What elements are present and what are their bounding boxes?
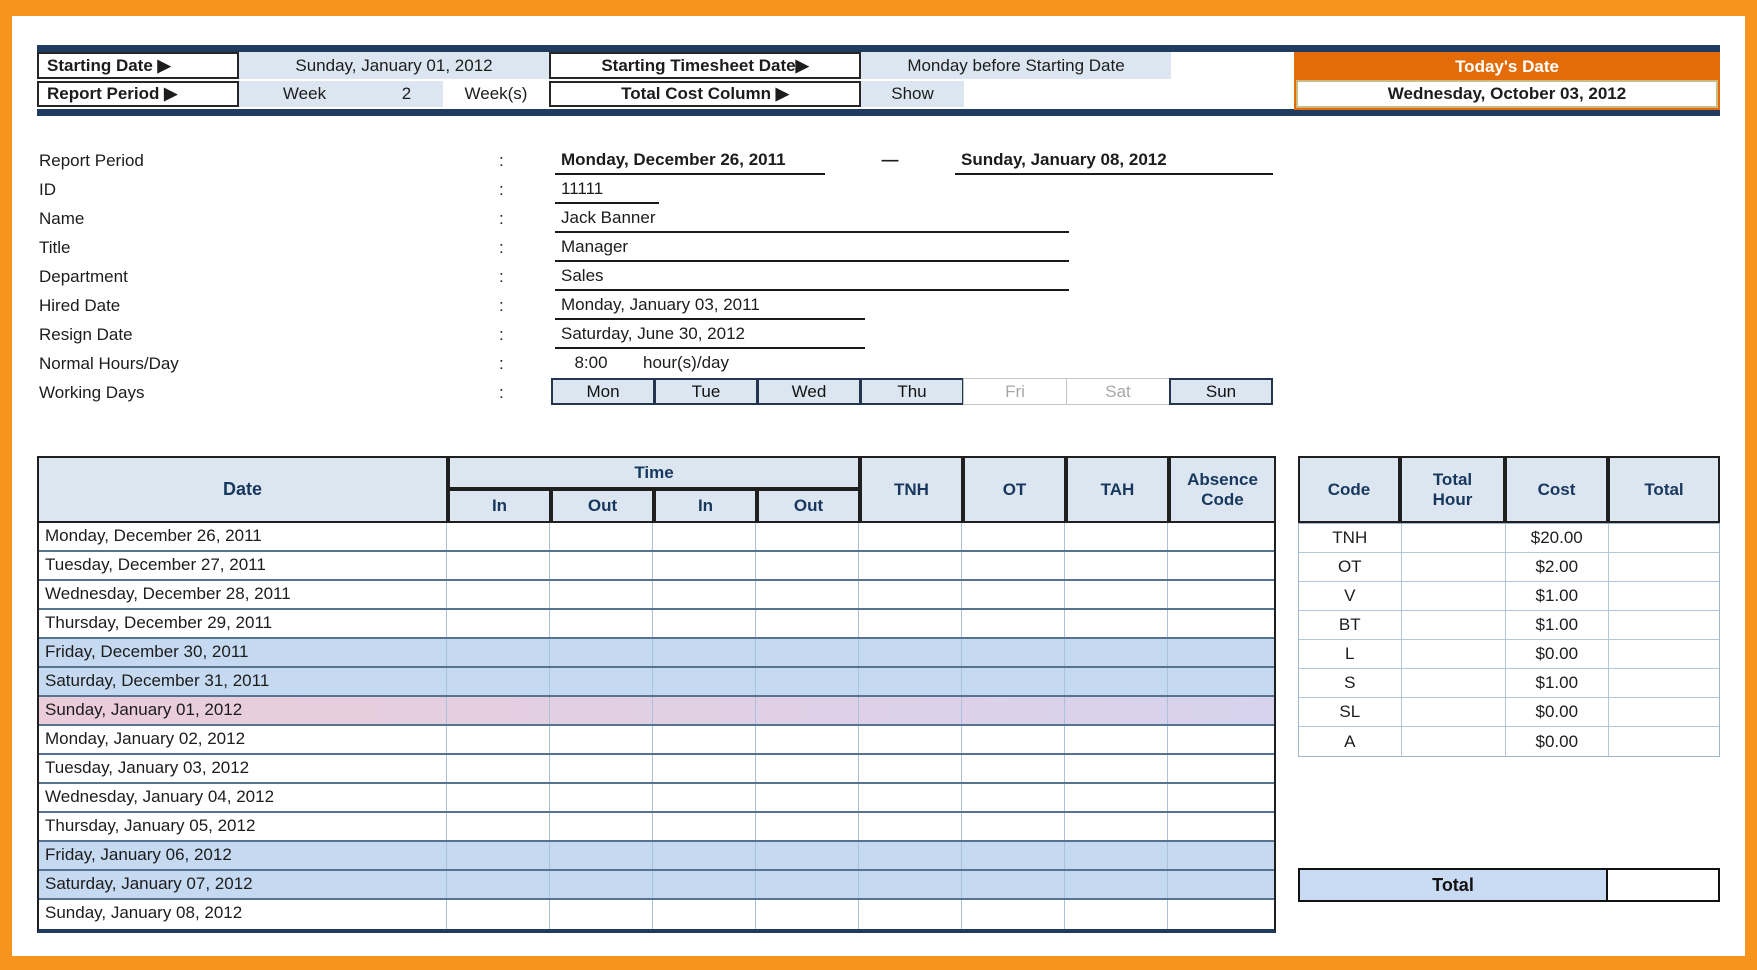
detail-row-normal-hours xyxy=(39,349,1279,378)
frame-top xyxy=(0,0,1757,16)
working-day-thu[interactable]: Thu xyxy=(860,378,964,405)
todays-date-header: Today's Date xyxy=(1296,54,1718,80)
ot-cell[interactable] xyxy=(961,610,1064,637)
code-cell: V xyxy=(1344,586,1356,605)
timesheet-table xyxy=(37,456,1276,929)
col-header-ot: OT xyxy=(963,456,1066,523)
cost-cell[interactable]: $20.00 xyxy=(1505,524,1608,552)
table-row xyxy=(39,552,1274,581)
date-cell: Wednesday, January 04, 2012 xyxy=(45,787,275,806)
top-separator-bar xyxy=(37,45,1720,52)
time-out2-cell[interactable] xyxy=(755,900,858,929)
date-cell: Monday, January 02, 2012 xyxy=(45,729,246,748)
starting-timesheet-date-label: Starting Timesheet Date▶ xyxy=(549,52,861,79)
table-row xyxy=(39,581,1274,610)
total-hour-cell[interactable] xyxy=(1401,669,1506,697)
colon: : xyxy=(499,209,504,228)
date-cell: Friday, January 06, 2012 xyxy=(45,845,232,864)
absence-code-cell[interactable] xyxy=(1167,755,1274,782)
detail-row-report-period xyxy=(39,146,1279,175)
absence-code-cell[interactable] xyxy=(1167,784,1274,811)
date-cell: Friday, December 30, 2011 xyxy=(45,642,249,661)
table-row xyxy=(39,523,1274,552)
absence-code-cell[interactable] xyxy=(1167,610,1274,637)
todays-date-block xyxy=(1294,52,1720,110)
tah-cell[interactable] xyxy=(1064,726,1167,753)
ot-cell[interactable] xyxy=(961,552,1064,579)
total-cost-column-label: Total Cost Column ▶ xyxy=(549,81,861,107)
colon: : xyxy=(499,151,504,170)
rate-row xyxy=(1299,669,1719,698)
cost-cell[interactable]: $0.00 xyxy=(1505,640,1608,668)
name-field-label: Name xyxy=(39,209,85,228)
id-value[interactable]: 11111 xyxy=(555,175,659,204)
absence-code-cell[interactable] xyxy=(1167,639,1274,666)
frame-left xyxy=(0,0,12,970)
date-cell: Saturday, December 31, 2011 xyxy=(45,671,270,690)
tnh-cell[interactable] xyxy=(858,755,961,782)
tah-cell[interactable] xyxy=(1064,900,1167,929)
time-out1-cell[interactable] xyxy=(549,697,652,724)
rate-header-total: Total xyxy=(1608,456,1720,523)
tah-cell[interactable] xyxy=(1064,668,1167,695)
timesheet-table-body xyxy=(37,523,1276,933)
tnh-cell[interactable] xyxy=(858,726,961,753)
working-day-tue[interactable]: Tue xyxy=(654,378,758,405)
code-cell: L xyxy=(1345,644,1355,663)
total-cell[interactable] xyxy=(1608,669,1719,697)
time-out2-cell[interactable] xyxy=(755,639,858,666)
detail-row-title xyxy=(39,233,1279,262)
rate-header-cost: Cost xyxy=(1505,456,1608,523)
col-header-absence-code: Absence Code xyxy=(1169,456,1276,523)
time-out1-cell[interactable] xyxy=(549,755,652,782)
time-in2-cell[interactable] xyxy=(652,523,755,550)
tah-cell[interactable] xyxy=(1064,610,1167,637)
total-cell[interactable] xyxy=(1608,582,1719,610)
tnh-cell[interactable] xyxy=(858,610,961,637)
time-in1-cell[interactable] xyxy=(446,639,549,666)
absence-code-cell[interactable] xyxy=(1167,813,1274,840)
rate-row xyxy=(1299,553,1719,582)
col-header-out2: Out xyxy=(757,489,860,523)
frame-bottom xyxy=(0,956,1757,970)
absence-code-cell[interactable] xyxy=(1167,697,1274,724)
date-cell: Tuesday, January 03, 2012 xyxy=(45,758,250,777)
ot-cell[interactable] xyxy=(961,697,1064,724)
detail-row-working-days xyxy=(39,378,1279,407)
time-in1-cell[interactable] xyxy=(446,668,549,695)
time-in2-cell[interactable] xyxy=(652,784,755,811)
col-header-tnh: TNH xyxy=(860,456,963,523)
colon: : xyxy=(499,354,504,373)
absence-code-cell[interactable] xyxy=(1167,900,1274,929)
absence-code-cell[interactable] xyxy=(1167,871,1274,898)
title-field-label: Title xyxy=(39,238,71,257)
time-out1-cell[interactable] xyxy=(549,523,652,550)
working-day-wed[interactable]: Wed xyxy=(757,378,861,405)
tnh-cell[interactable] xyxy=(858,697,961,724)
tnh-cell[interactable] xyxy=(858,871,961,898)
time-in1-cell[interactable] xyxy=(446,842,549,869)
tnh-cell[interactable] xyxy=(858,581,961,608)
bottom-separator-bar xyxy=(37,109,1720,116)
time-in1-cell[interactable] xyxy=(446,523,549,550)
total-cell[interactable] xyxy=(1608,727,1719,756)
tnh-cell[interactable] xyxy=(858,668,961,695)
working-day-fri[interactable]: Fri xyxy=(963,378,1067,405)
absence-code-cell[interactable] xyxy=(1167,552,1274,579)
total-hour-cell[interactable] xyxy=(1401,727,1506,756)
date-cell: Sunday, January 01, 2012 xyxy=(45,700,243,719)
starting-date-label: Starting Date ▶ xyxy=(37,52,239,79)
ot-cell[interactable] xyxy=(961,523,1064,550)
time-out2-cell[interactable] xyxy=(755,668,858,695)
working-day-mon[interactable]: Mon xyxy=(551,378,655,405)
rate-header-code: Code xyxy=(1298,456,1400,523)
table-row xyxy=(39,784,1274,813)
report-period-unit-cell[interactable]: Week xyxy=(239,81,370,107)
time-in2-cell[interactable] xyxy=(652,697,755,724)
code-cell: OT xyxy=(1337,557,1362,576)
ot-cell[interactable] xyxy=(961,726,1064,753)
time-in2-cell[interactable] xyxy=(652,813,755,840)
col-header-time: Time xyxy=(448,456,860,489)
ot-cell[interactable] xyxy=(961,900,1064,929)
department-value[interactable]: Sales xyxy=(555,262,1069,291)
time-out2-cell[interactable] xyxy=(755,755,858,782)
colon: : xyxy=(499,296,504,315)
absence-code-cell[interactable] xyxy=(1167,581,1274,608)
absence-code-cell[interactable] xyxy=(1167,842,1274,869)
time-out1-cell[interactable] xyxy=(549,726,652,753)
total-cell[interactable] xyxy=(1608,698,1719,726)
tah-cell[interactable] xyxy=(1064,552,1167,579)
time-in1-cell[interactable] xyxy=(446,900,549,929)
table-row-weekend xyxy=(39,639,1274,668)
tnh-cell[interactable] xyxy=(858,552,961,579)
code-cell: SL xyxy=(1339,702,1361,721)
table-row xyxy=(39,900,1274,929)
hired-date-value[interactable]: Monday, January 03, 2011 xyxy=(555,291,865,320)
table-row xyxy=(39,813,1274,842)
time-out1-cell[interactable] xyxy=(549,900,652,929)
cost-cell[interactable]: $0.00 xyxy=(1505,727,1608,756)
todays-date-value: Wednesday, October 03, 2012 xyxy=(1296,80,1718,108)
working-day-sun[interactable]: Sun xyxy=(1169,378,1273,405)
time-in1-cell[interactable] xyxy=(446,871,549,898)
time-in1-cell[interactable] xyxy=(446,784,549,811)
date-cell: Sunday, January 08, 2012 xyxy=(45,903,243,922)
detail-row-name xyxy=(39,204,1279,233)
tah-cell[interactable] xyxy=(1064,871,1167,898)
colon: : xyxy=(499,325,504,344)
time-in2-cell[interactable] xyxy=(652,900,755,929)
time-out2-cell[interactable] xyxy=(755,784,858,811)
report-period-suffix: Week(s) xyxy=(443,81,549,107)
time-out2-cell[interactable] xyxy=(755,552,858,579)
tnh-cell[interactable] xyxy=(858,639,961,666)
time-out2-cell[interactable] xyxy=(755,871,858,898)
table-row xyxy=(39,726,1274,755)
code-cell: BT xyxy=(1338,615,1361,634)
tah-cell[interactable] xyxy=(1064,639,1167,666)
time-out2-cell[interactable] xyxy=(755,813,858,840)
absence-code-cell[interactable] xyxy=(1167,668,1274,695)
date-cell: Monday, December 26, 2011 xyxy=(45,526,262,545)
report-period-dash: — xyxy=(881,150,899,169)
total-cell[interactable] xyxy=(1608,553,1719,581)
cost-cell[interactable]: $1.00 xyxy=(1505,611,1608,639)
rate-row xyxy=(1299,698,1719,727)
normal-hours-field-label: Normal Hours/Day xyxy=(39,354,179,373)
normal-hours-value[interactable]: 8:00 xyxy=(574,353,608,372)
rate-table-body xyxy=(1298,523,1720,757)
tah-cell[interactable] xyxy=(1064,784,1167,811)
total-cell[interactable] xyxy=(1608,640,1719,668)
time-out2-cell[interactable] xyxy=(755,842,858,869)
time-in1-cell[interactable] xyxy=(446,755,549,782)
absence-code-cell[interactable] xyxy=(1167,726,1274,753)
ot-cell[interactable] xyxy=(961,755,1064,782)
time-out2-cell[interactable] xyxy=(755,610,858,637)
col-header-in1: In xyxy=(448,489,551,523)
table-row xyxy=(39,755,1274,784)
starting-date-value-cell[interactable]: Sunday, January 01, 2012 xyxy=(239,52,549,79)
tah-cell[interactable] xyxy=(1064,581,1167,608)
ot-cell[interactable] xyxy=(961,581,1064,608)
time-out2-cell[interactable] xyxy=(755,697,858,724)
ot-cell[interactable] xyxy=(961,842,1064,869)
rate-row xyxy=(1299,611,1719,640)
time-out1-cell[interactable] xyxy=(549,784,652,811)
ot-cell[interactable] xyxy=(961,668,1064,695)
rate-header-total-hour: Total Hour xyxy=(1400,456,1505,523)
time-in2-cell[interactable] xyxy=(652,581,755,608)
time-in1-cell[interactable] xyxy=(446,552,549,579)
name-value[interactable]: Jack Banner xyxy=(555,204,1069,233)
time-in2-cell[interactable] xyxy=(652,552,755,579)
total-cell[interactable] xyxy=(1608,611,1719,639)
total-hour-cell[interactable] xyxy=(1401,640,1506,668)
ot-cell[interactable] xyxy=(961,871,1064,898)
department-field-label: Department xyxy=(39,267,128,286)
normal-hours-suffix: hour(s)/day xyxy=(643,353,729,372)
time-out1-cell[interactable] xyxy=(549,668,652,695)
time-out1-cell[interactable] xyxy=(549,610,652,637)
tnh-cell[interactable] xyxy=(858,813,961,840)
total-hour-cell[interactable] xyxy=(1401,611,1506,639)
code-cell: S xyxy=(1344,673,1356,692)
date-cell: Wednesday, December 28, 2011 xyxy=(45,584,291,603)
resign-date-field-label: Resign Date xyxy=(39,325,133,344)
rate-row xyxy=(1299,524,1719,553)
table-row xyxy=(39,610,1274,639)
detail-row-hired-date xyxy=(39,291,1279,320)
rate-row xyxy=(1299,582,1719,611)
table-row-holiday xyxy=(39,697,1274,726)
col-header-tah: TAH xyxy=(1066,456,1169,523)
time-in2-cell[interactable] xyxy=(652,871,755,898)
time-in2-cell[interactable] xyxy=(652,668,755,695)
id-field-label: ID xyxy=(39,180,56,199)
tnh-cell[interactable] xyxy=(858,523,961,550)
date-cell: Saturday, January 07, 2012 xyxy=(45,874,253,893)
date-cell: Tuesday, December 27, 2011 xyxy=(45,555,266,574)
cost-cell[interactable]: $1.00 xyxy=(1505,669,1608,697)
time-in2-cell[interactable] xyxy=(652,639,755,666)
total-hour-cell[interactable] xyxy=(1401,698,1506,726)
detail-row-resign-date xyxy=(39,320,1279,349)
code-cell: A xyxy=(1344,731,1356,751)
rate-row xyxy=(1299,640,1719,669)
report-period-start-date: Monday, December 26, 2011 xyxy=(555,146,825,175)
detail-row-department xyxy=(39,262,1279,291)
tah-cell[interactable] xyxy=(1064,842,1167,869)
frame-right xyxy=(1745,0,1757,970)
time-out2-cell[interactable] xyxy=(755,523,858,550)
time-in1-cell[interactable] xyxy=(446,610,549,637)
ot-cell[interactable] xyxy=(961,784,1064,811)
time-in2-cell[interactable] xyxy=(652,610,755,637)
time-in2-cell[interactable] xyxy=(652,726,755,753)
colon: : xyxy=(499,180,504,199)
absence-code-cell[interactable] xyxy=(1167,523,1274,550)
report-period-end-date: Sunday, January 08, 2012 xyxy=(955,146,1273,175)
working-day-sat[interactable]: Sat xyxy=(1066,378,1170,405)
tah-cell[interactable] xyxy=(1064,813,1167,840)
tnh-cell[interactable] xyxy=(858,842,961,869)
cost-cell[interactable]: $1.00 xyxy=(1505,582,1608,610)
time-out1-cell[interactable] xyxy=(549,871,652,898)
cost-cell[interactable]: $0.00 xyxy=(1505,698,1608,726)
ot-cell[interactable] xyxy=(961,639,1064,666)
tah-cell[interactable] xyxy=(1064,697,1167,724)
total-hour-cell[interactable] xyxy=(1401,582,1506,610)
total-cost-column-value-cell[interactable]: Show xyxy=(861,81,964,107)
grand-total-bar xyxy=(1298,868,1720,902)
time-in1-cell[interactable] xyxy=(446,697,549,724)
report-period-label: Report Period ▶ xyxy=(37,81,239,107)
total-hour-cell[interactable] xyxy=(1401,553,1506,581)
ot-cell[interactable] xyxy=(961,813,1064,840)
code-cell: TNH xyxy=(1332,528,1368,547)
date-cell: Thursday, December 29, 2011 xyxy=(45,613,273,632)
grand-total-label: Total xyxy=(1298,868,1608,902)
tnh-cell[interactable] xyxy=(858,900,961,929)
table-row-weekend xyxy=(39,871,1274,900)
title-value[interactable]: Manager xyxy=(555,233,1069,262)
working-days-field-label: Working Days xyxy=(39,383,145,402)
tah-cell[interactable] xyxy=(1064,755,1167,782)
time-in1-cell[interactable] xyxy=(446,581,549,608)
col-header-date: Date xyxy=(37,456,448,523)
time-out1-cell[interactable] xyxy=(549,813,652,840)
resign-date-value[interactable]: Saturday, June 30, 2012 xyxy=(555,320,865,349)
hired-date-field-label: Hired Date xyxy=(39,296,121,315)
col-header-out1: Out xyxy=(551,489,654,523)
tnh-cell[interactable] xyxy=(858,784,961,811)
total-cell[interactable] xyxy=(1608,524,1719,552)
rate-row xyxy=(1299,727,1719,756)
time-out1-cell[interactable] xyxy=(549,842,652,869)
total-hour-cell[interactable] xyxy=(1401,524,1506,552)
time-out1-cell[interactable] xyxy=(549,639,652,666)
time-out1-cell[interactable] xyxy=(549,581,652,608)
time-in1-cell[interactable] xyxy=(446,726,549,753)
time-out1-cell[interactable] xyxy=(549,552,652,579)
time-out2-cell[interactable] xyxy=(755,726,858,753)
time-in2-cell[interactable] xyxy=(652,755,755,782)
time-in1-cell[interactable] xyxy=(446,813,549,840)
time-in2-cell[interactable] xyxy=(652,842,755,869)
table-row-weekend xyxy=(39,842,1274,871)
detail-row-id xyxy=(39,175,1279,204)
colon: : xyxy=(499,238,504,257)
report-period-field-label: Report Period xyxy=(39,151,144,170)
report-period-count-cell[interactable]: 2 xyxy=(370,81,443,107)
date-cell: Thursday, January 05, 2012 xyxy=(45,816,256,835)
colon: : xyxy=(499,267,504,286)
time-out2-cell[interactable] xyxy=(755,581,858,608)
grand-total-value-cell[interactable] xyxy=(1608,868,1720,902)
colon: : xyxy=(499,383,504,402)
tah-cell[interactable] xyxy=(1064,523,1167,550)
table-row-weekend xyxy=(39,668,1274,697)
col-header-in2: In xyxy=(654,489,757,523)
cost-cell[interactable]: $2.00 xyxy=(1505,553,1608,581)
starting-timesheet-date-value-cell[interactable]: Monday before Starting Date xyxy=(861,52,1171,79)
